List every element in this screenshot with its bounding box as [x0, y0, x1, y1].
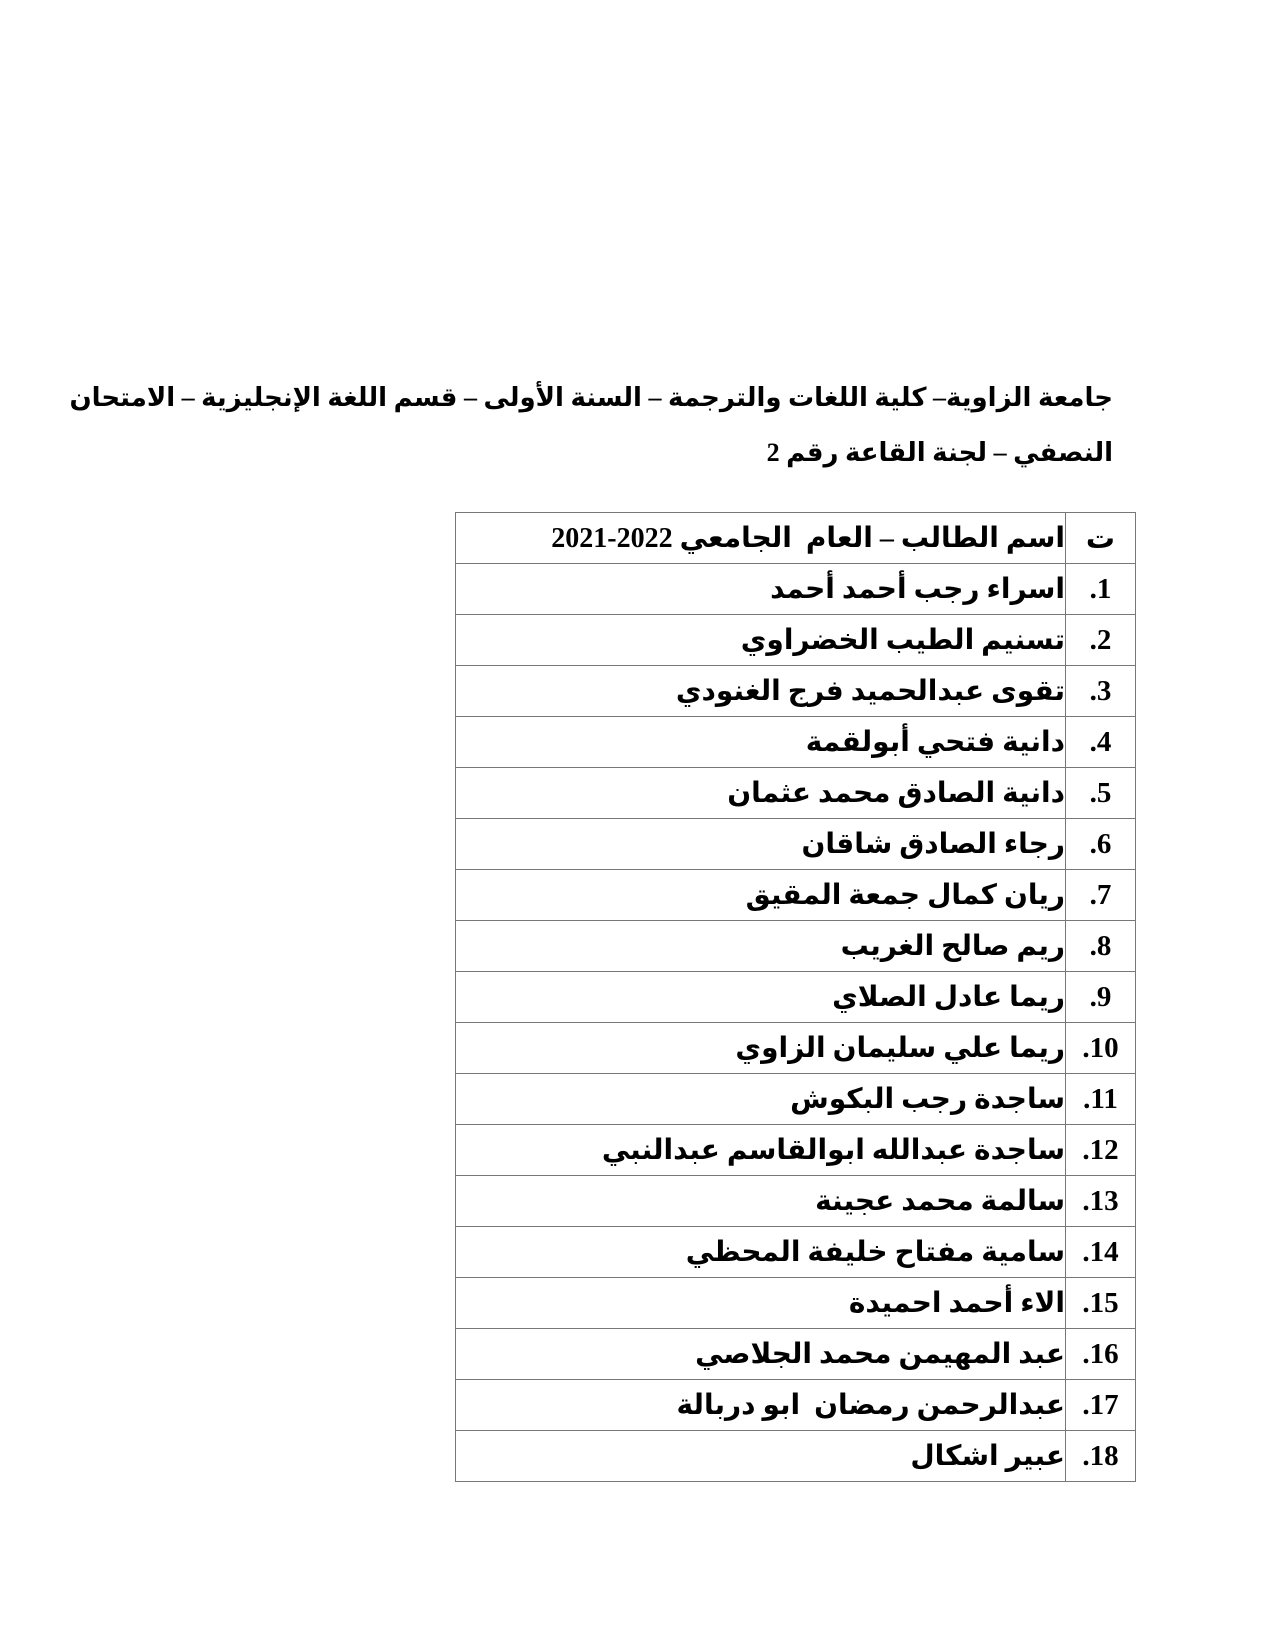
student-name: سامية مفتاح خليفة المحظي	[456, 1227, 1066, 1278]
row-number: 10.	[1066, 1023, 1136, 1074]
student-name: ساجدة رجب البكوش	[456, 1074, 1066, 1125]
student-name: ريما عادل الصلاي	[456, 972, 1066, 1023]
row-number: 1.	[1066, 564, 1136, 615]
table-row	[456, 666, 1136, 717]
table-row	[456, 615, 1136, 666]
student-name: ريان كمال جمعة المقيق	[456, 870, 1066, 921]
document-heading	[69, 370, 1113, 480]
student-name: الاء أحمد احميدة	[456, 1278, 1066, 1329]
heading-line-2: النصفي – لجنة القاعة رقم 2	[766, 438, 1113, 467]
table-row	[456, 1176, 1136, 1227]
row-number: 7.	[1066, 870, 1136, 921]
student-name: رجاء الصادق شاقان	[456, 819, 1066, 870]
table-row	[456, 870, 1136, 921]
row-number: 15.	[1066, 1278, 1136, 1329]
heading-line-1: جامعة الزاوية– كلية اللغات والترجمة – السنة الأولى – قسم اللغة الإنجليزية – الامتحان	[69, 383, 1113, 412]
student-name: عبير اشكال	[456, 1431, 1066, 1482]
table-row	[456, 717, 1136, 768]
student-name: عبد المهيمن محمد الجلاصي	[456, 1329, 1066, 1380]
table-row	[456, 1074, 1136, 1125]
table-row	[456, 1329, 1136, 1380]
table-row	[456, 1125, 1136, 1176]
row-number: 5.	[1066, 768, 1136, 819]
table-row	[456, 819, 1136, 870]
row-number: 13.	[1066, 1176, 1136, 1227]
row-number: 4.	[1066, 717, 1136, 768]
table-row	[456, 1227, 1136, 1278]
student-name: ريم صالح الغريب	[456, 921, 1066, 972]
row-number: 6.	[1066, 819, 1136, 870]
row-number: 2.	[1066, 615, 1136, 666]
table-header-row	[456, 513, 1136, 564]
table-row	[456, 1278, 1136, 1329]
row-number: 14.	[1066, 1227, 1136, 1278]
student-name: عبدالرحمن رمضان ابو دربالة	[456, 1380, 1066, 1431]
row-number: 11.	[1066, 1074, 1136, 1125]
student-name: تسنيم الطيب الخضراوي	[456, 615, 1066, 666]
row-number: 9.	[1066, 972, 1136, 1023]
table-row	[456, 564, 1136, 615]
row-number: 17.	[1066, 1380, 1136, 1431]
table-row	[456, 972, 1136, 1023]
student-name: ساجدة عبدالله ابوالقاسم عبدالنبي	[456, 1125, 1066, 1176]
student-name: ريما علي سليمان الزاوي	[456, 1023, 1066, 1074]
students-table	[455, 512, 1136, 1482]
row-number: 3.	[1066, 666, 1136, 717]
row-number: 18.	[1066, 1431, 1136, 1482]
row-number: 8.	[1066, 921, 1136, 972]
student-table-body	[456, 564, 1136, 1482]
table-row	[456, 1023, 1136, 1074]
table-row	[456, 1380, 1136, 1431]
table-row	[456, 1431, 1136, 1482]
student-name: سالمة محمد عجينة	[456, 1176, 1066, 1227]
column-header-student-name: اسم الطالب – العام الجامعي 2022-2021	[456, 513, 1066, 564]
row-number: 16.	[1066, 1329, 1136, 1380]
column-header-number: ت	[1066, 513, 1136, 564]
student-name: تقوى عبدالحميد فرج الغنودي	[456, 666, 1066, 717]
student-name: اسراء رجب أحمد أحمد	[456, 564, 1066, 615]
table-row	[456, 768, 1136, 819]
student-name: دانية الصادق محمد عثمان	[456, 768, 1066, 819]
student-name: دانية فتحي أبولقمة	[456, 717, 1066, 768]
table-row	[456, 921, 1136, 972]
row-number: 12.	[1066, 1125, 1136, 1176]
